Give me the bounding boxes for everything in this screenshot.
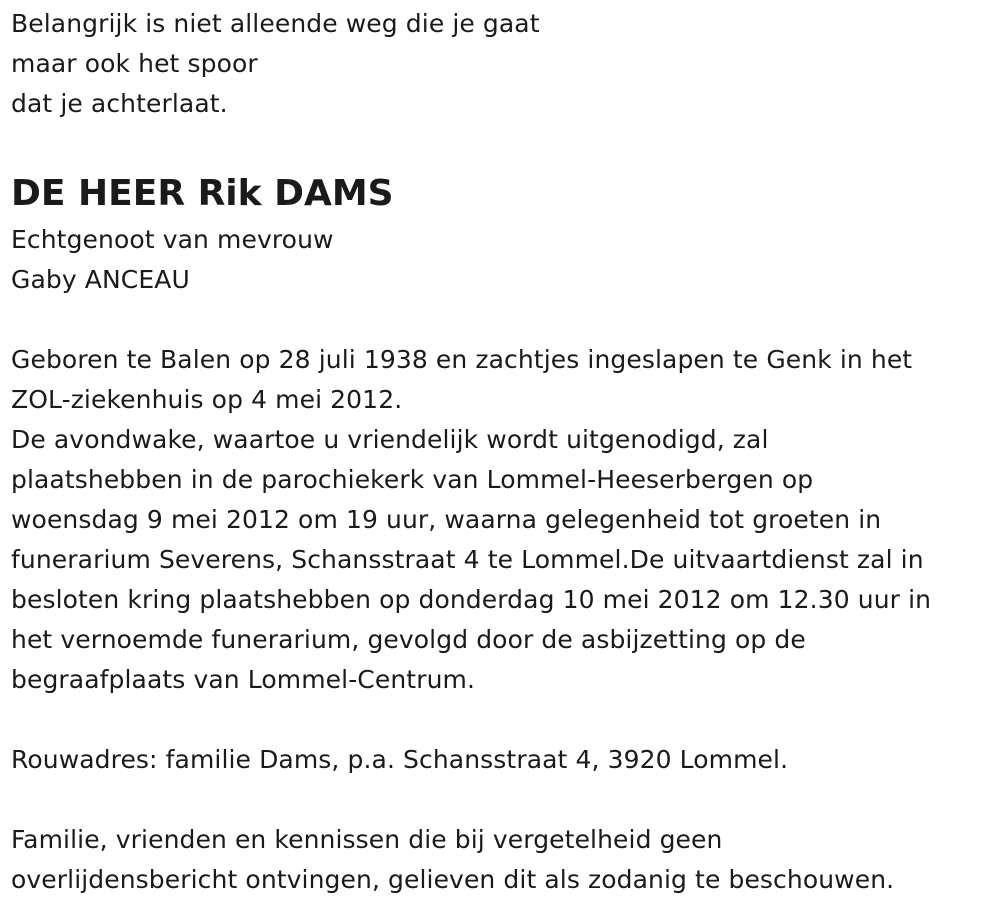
spacer [11,124,1000,168]
details-line: begraafplaats van Lommel-Centrum. [11,665,476,694]
details-line: Geboren te Balen op 28 juli 1938 en zachtjes ingeslapen te Genk in het [11,345,913,374]
details-line: het vernoemde funerarium, gevolgd door de asbijzetting op de [11,625,806,654]
details-line: De avondwake, waartoe u vriendelijk wordt uitgenodigd, zal [11,425,769,454]
details-line: besloten kring plaatshebben op donderdag 10 mei 2012 om 12.30 uur in [11,585,932,614]
details-line: woensdag 9 mei 2012 om 19 uur, waarna gelegenheid tot groeten in [11,505,882,534]
motto-line: maar ook het spoor [11,49,258,78]
mourning-address: Rouwadres: familie Dams, p.a. Schansstraat 4, 3920 Lommel. [11,745,789,774]
spacer [11,780,1000,820]
spouse-name: Gaby ANCEAU [11,265,190,294]
details-line: plaatshebben in de parochiekerk van Lommel-Heeserbergen op [11,465,814,494]
details-line: ZOL-ziekenhuis op 4 mei 2012. [11,385,403,414]
details-line: funerarium Severens, Schansstraat 4 te Lommel.De uitvaartdienst zal in [11,545,924,574]
relation [11,220,1000,300]
closing-paragraph [11,820,1000,900]
motto-line: Belangrijk is niet alleende weg die je gaat [11,9,540,38]
deceased-name: DE HEER Rik DAMS [11,173,394,214]
spacer [11,700,1000,740]
relation-line: Echtgenoot van mevrouw [11,225,334,254]
closing-line: overlijdensbericht ontvingen, gelieven dit als zodanig te beschouwen. [11,865,895,894]
motto-line: dat je achterlaat. [11,89,228,118]
motto [11,0,1000,124]
details-paragraph [11,340,1000,700]
closing-line: Familie, vrienden en kennissen die bij vergetelheid geen [11,825,723,854]
spacer [11,300,1000,340]
